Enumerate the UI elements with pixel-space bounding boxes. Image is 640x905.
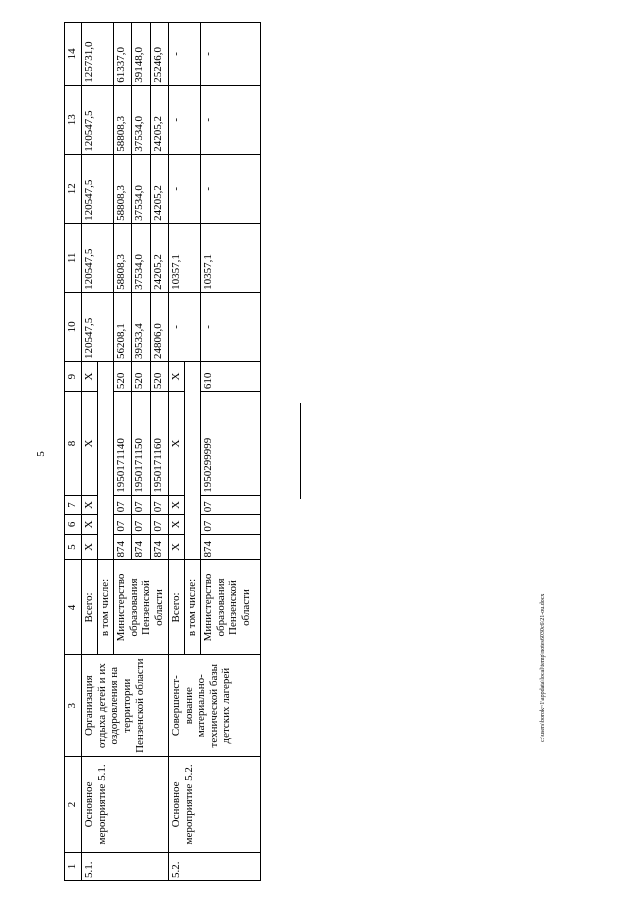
cell: 120547,5 bbox=[82, 85, 114, 154]
cell: Х bbox=[82, 515, 98, 534]
measure-description: Совершенст-вование материально-технической базы детских лагерей bbox=[168, 655, 260, 756]
cell: - bbox=[168, 85, 200, 154]
cell: 58808,3 bbox=[114, 223, 132, 292]
cell: 39533,4 bbox=[132, 292, 150, 361]
cell: 07 bbox=[114, 495, 132, 514]
cell: 1950171150 bbox=[132, 392, 150, 496]
cell: 07 bbox=[150, 515, 168, 534]
cell: 1950171140 bbox=[114, 392, 132, 496]
cell: 520 bbox=[150, 361, 168, 391]
cell: 37534,0 bbox=[132, 223, 150, 292]
cell: 24205,2 bbox=[150, 154, 168, 223]
cell: 56208,1 bbox=[114, 292, 132, 361]
cell: 58808,3 bbox=[114, 154, 132, 223]
cell: 120547,5 bbox=[82, 223, 114, 292]
cell: Х bbox=[168, 534, 184, 560]
header-row bbox=[65, 23, 82, 881]
cell: - bbox=[201, 292, 261, 361]
cell: 07 bbox=[150, 495, 168, 514]
cell: Х bbox=[82, 392, 98, 496]
cell: 874 bbox=[132, 534, 150, 560]
header-cell: 7 bbox=[65, 495, 82, 514]
budget-table bbox=[64, 22, 261, 881]
ministry-name: Министерство образования Пензенской области bbox=[114, 560, 169, 655]
cell: 874 bbox=[114, 534, 132, 560]
cell: 24205,2 bbox=[150, 223, 168, 292]
cell: 24806,0 bbox=[150, 292, 168, 361]
header-cell: 8 bbox=[65, 392, 82, 496]
header-cell: 4 bbox=[65, 560, 82, 655]
cell: 07 bbox=[201, 515, 261, 534]
header-cell: 9 bbox=[65, 361, 82, 391]
cell: 07 bbox=[132, 495, 150, 514]
cell: 39148,0 bbox=[132, 23, 150, 86]
row-number: 5.1. bbox=[82, 852, 169, 880]
cell: 120547,5 bbox=[82, 154, 114, 223]
total-label: Всего: bbox=[82, 560, 98, 655]
cell bbox=[184, 361, 200, 560]
row-number: 5.2. bbox=[168, 852, 260, 880]
measure-description: Организация отдыха детей и их оздоровления на территории Пензенской области bbox=[82, 655, 169, 756]
header-cell: 13 bbox=[65, 85, 82, 154]
cell: Х bbox=[168, 361, 184, 391]
cell: 120547,5 bbox=[82, 292, 114, 361]
header-cell: 3 bbox=[65, 655, 82, 756]
cell: 520 bbox=[114, 361, 132, 391]
footer-file-path: c:\users\borok~1\appdata\local\temp\notes6030c6\21-ou.docx bbox=[540, 593, 546, 742]
cell: Х bbox=[82, 495, 98, 514]
cell: 37534,0 bbox=[132, 154, 150, 223]
header-cell: 12 bbox=[65, 154, 82, 223]
cell: 874 bbox=[201, 534, 261, 560]
header-cell: 5 bbox=[65, 534, 82, 560]
cell: 25246,0 bbox=[150, 23, 168, 86]
cell: 10357,1 bbox=[201, 223, 261, 292]
cell: 610 bbox=[201, 361, 261, 391]
ministry-name: Министерство образования Пензенской области bbox=[201, 560, 261, 655]
header-cell: 1 bbox=[65, 852, 82, 880]
cell: 874 bbox=[150, 534, 168, 560]
cell: Х bbox=[168, 515, 184, 534]
cell: - bbox=[201, 23, 261, 86]
total-label: Всего: bbox=[168, 560, 184, 655]
header-cell: 11 bbox=[65, 223, 82, 292]
header-cell: 2 bbox=[65, 756, 82, 852]
cell: 58808,3 bbox=[114, 85, 132, 154]
cell: Х bbox=[168, 392, 184, 496]
cell: Х bbox=[82, 361, 98, 391]
header-cell: 6 bbox=[65, 515, 82, 534]
cell: - bbox=[168, 292, 200, 361]
cell: 1950171160 bbox=[150, 392, 168, 496]
cell: 07 bbox=[132, 515, 150, 534]
cell: 07 bbox=[201, 495, 261, 514]
cell: - bbox=[201, 154, 261, 223]
cell: 24205,2 bbox=[150, 85, 168, 154]
separator-line bbox=[300, 403, 301, 499]
header-cell: 14 bbox=[65, 23, 82, 86]
table-row-5-2-total bbox=[168, 23, 184, 881]
table-row-5-1-total bbox=[82, 23, 98, 881]
page-number: 5 bbox=[34, 451, 47, 457]
cell: - bbox=[201, 85, 261, 154]
including-label: в том числе: bbox=[98, 560, 114, 655]
cell: - bbox=[168, 23, 200, 86]
cell: 10357,1 bbox=[168, 223, 200, 292]
measure-name: Основное мероприятие 5.1. bbox=[82, 756, 169, 852]
cell: 520 bbox=[132, 361, 150, 391]
cell: 07 bbox=[114, 515, 132, 534]
measure-name: Основное мероприятие 5.2. bbox=[168, 756, 260, 852]
budget-table-rotated bbox=[64, 22, 261, 881]
header-cell: 10 bbox=[65, 292, 82, 361]
cell bbox=[98, 361, 114, 560]
cell: 125731,0 bbox=[82, 23, 114, 86]
cell: 61337,0 bbox=[114, 23, 132, 86]
cell: Х bbox=[168, 495, 184, 514]
cell: 1950299999 bbox=[201, 392, 261, 496]
cell: Х bbox=[82, 534, 98, 560]
including-label: в том числе: bbox=[184, 560, 200, 655]
cell: 37534,0 bbox=[132, 85, 150, 154]
cell: - bbox=[168, 154, 200, 223]
